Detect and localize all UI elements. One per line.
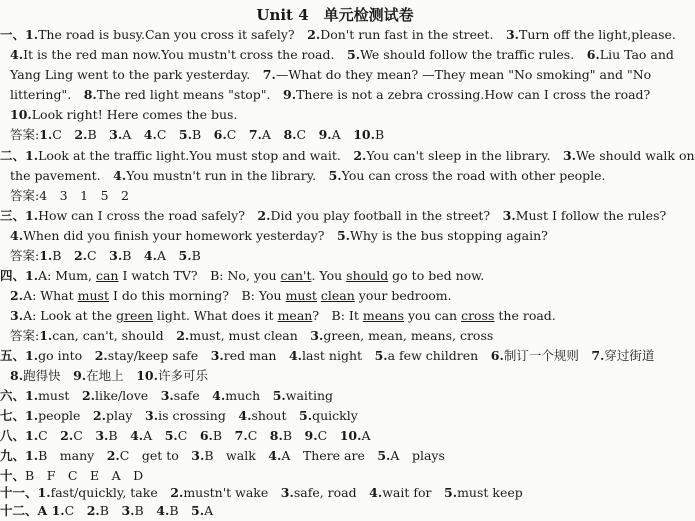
item-number: 3.: [310, 328, 324, 343]
answer: must keep: [457, 485, 523, 500]
underlined-word: can't: [280, 268, 312, 283]
answer: A: [204, 503, 214, 518]
item-number: 1.: [25, 448, 39, 463]
dialogue-text: ? B: It: [312, 308, 363, 323]
item-number: 5.: [328, 168, 342, 183]
sentence: There is not a zebra crossing.How can I cross the road?: [296, 87, 651, 102]
dialogue-text: the road.: [494, 308, 556, 323]
section-number: 九、: [0, 448, 26, 463]
item-number: 10.: [10, 107, 32, 122]
section-2-answers: [10, 188, 129, 204]
underlined-word: green: [116, 308, 153, 323]
section-7: [0, 408, 358, 424]
sentence: We should walk on: [576, 148, 695, 163]
answer: C: [247, 428, 258, 443]
dialogue-text: I watch TV? B: No, you: [118, 268, 281, 283]
section-number: 十、: [0, 468, 26, 483]
section-2-line-2: [10, 168, 606, 184]
answer: 制订一个规则: [503, 348, 579, 363]
answer: C: [73, 428, 83, 443]
item-number: 2.: [60, 428, 74, 443]
dialogue-text: A: Look at the: [23, 308, 117, 323]
section-4-line-3: [10, 308, 556, 324]
sentence: Liu Tao and: [599, 47, 674, 62]
item-number: 2.: [353, 148, 367, 163]
section-number: 十一、: [0, 485, 38, 500]
item-number: 4.: [143, 248, 157, 263]
section-number: 八、: [0, 428, 26, 443]
item-number: 1.: [25, 388, 39, 403]
item-number: 9.: [283, 87, 297, 102]
answer: B: [282, 428, 293, 443]
item-number: 6.: [199, 428, 213, 443]
item-number: 4.: [288, 348, 303, 363]
item-number: 2.: [176, 328, 190, 343]
answer: is crossing: [158, 408, 226, 423]
sentence: We should follow the traffic rules.: [360, 47, 575, 62]
item-number: 5.: [347, 47, 361, 62]
item-number: 2.: [92, 408, 106, 423]
sentence: You mustn't run in the library.: [126, 168, 317, 183]
item-number: 8.: [83, 87, 97, 102]
item-number: 1.: [39, 248, 53, 263]
item-number: 2.: [106, 448, 120, 463]
sentence: The road is busy.Can you cross it safely?: [38, 27, 295, 42]
answer-label: 答案:: [10, 328, 40, 343]
sentence: the pavement.: [10, 168, 101, 183]
item-number: 4.: [130, 428, 144, 443]
underlined-word: should: [346, 268, 389, 283]
section-12: [0, 503, 213, 519]
item-number: 1.: [39, 328, 53, 343]
underlined-word: means: [362, 308, 405, 323]
item-number: 3.: [191, 448, 205, 463]
item-number: 3.: [502, 208, 516, 223]
item-number: 7.: [262, 67, 276, 82]
sentence: It is the red man now.You mustn't cross the road.: [23, 47, 335, 62]
answer: must, must clean: [189, 328, 298, 343]
item-number: 8.: [10, 368, 24, 383]
section-1-line-1: [0, 27, 676, 43]
item-number: 2.: [94, 348, 108, 363]
item-number: 5.: [178, 127, 192, 142]
answer: waiting: [285, 388, 334, 403]
sentence: littering".: [10, 87, 72, 102]
answer: B: [191, 127, 202, 142]
answer: shout: [251, 408, 287, 423]
dialogue-text: . You: [311, 268, 347, 283]
answer: 跑得快: [23, 368, 61, 383]
answer: a few children: [387, 348, 479, 363]
answer-label: 答案:: [10, 248, 40, 263]
section-4-line-1: [0, 268, 484, 284]
answer: much: [225, 388, 261, 403]
section-1-line-4: [10, 87, 650, 103]
item-number: 3.: [505, 27, 520, 42]
answer: stay/keep safe: [107, 348, 199, 363]
item-number: 4.: [10, 47, 24, 62]
answer: C: [317, 428, 328, 443]
dialogue-text: go to bed now.: [388, 268, 485, 283]
underlined-word: can: [95, 268, 119, 283]
answer: B: [99, 503, 109, 518]
answer: A: [261, 127, 271, 142]
item-number: 6.: [586, 47, 600, 62]
item-number: 8.: [269, 428, 283, 443]
item-number: 4.: [143, 127, 157, 142]
item-number: 7.: [591, 348, 605, 363]
sentence: Must I follow the rules?: [515, 208, 667, 223]
answer: like/love: [95, 388, 149, 403]
section-3-answers: [10, 248, 201, 264]
answer: A: [143, 428, 153, 443]
sentence: Turn off the light,please.: [519, 27, 676, 42]
answer: B F C E A D: [25, 468, 144, 483]
item-number: 2.: [86, 503, 100, 518]
section-1-line-5: [10, 107, 237, 123]
section-3-line-1: [0, 208, 666, 224]
page-title: Unit 4 单元检测试卷: [256, 6, 414, 24]
section-1-line-2: [10, 47, 674, 63]
underlined-word: must: [77, 288, 109, 303]
item-number: 3.: [95, 428, 109, 443]
answer: C get to: [119, 448, 179, 463]
answer: 在地上: [86, 368, 124, 383]
answer: B: [212, 428, 223, 443]
sentence: How can I cross the road safely?: [38, 208, 245, 223]
answer: last night: [302, 348, 363, 363]
item-number: 5.: [272, 388, 286, 403]
item-number: 4.: [238, 408, 252, 423]
sentence: Look right! Here comes the bus.: [31, 107, 238, 122]
section-2-line-1: [0, 148, 695, 164]
answer: can, can't, should: [52, 328, 164, 343]
answer: C: [64, 503, 75, 518]
item-number: 1.: [39, 127, 53, 142]
section-5-line-2: [10, 368, 208, 384]
item-number: 5.: [444, 485, 458, 500]
item-number: 2.: [81, 388, 95, 403]
section-number: 十二、: [0, 503, 38, 518]
section-number: 七、: [0, 408, 26, 423]
answer: fast/quickly, take: [50, 485, 158, 500]
section-4-answers: [10, 328, 493, 344]
item-number: 1.: [25, 208, 39, 223]
answer: quickly: [312, 408, 358, 423]
item-number: 10.: [353, 127, 375, 142]
section-9: [0, 448, 445, 464]
item-number: 7.: [234, 428, 248, 443]
answer-label: 答案:: [10, 127, 40, 142]
item-number: 1.: [25, 428, 39, 443]
answer: B: [169, 503, 179, 518]
answer: 4 3 1 5 2: [39, 188, 129, 203]
item-number: 5.: [374, 348, 388, 363]
answer: A: [361, 428, 371, 443]
item-number: 5.: [164, 428, 178, 443]
answer: red man: [223, 348, 277, 363]
item-number: A 1.: [37, 503, 65, 518]
answer: C: [38, 428, 48, 443]
answer: C: [87, 248, 97, 263]
section-number: 五、: [0, 348, 26, 363]
item-number: 9.: [73, 368, 87, 383]
answer: C: [296, 127, 307, 142]
answer: A: [156, 248, 166, 263]
answer: A: [331, 127, 341, 142]
answer: C: [52, 127, 62, 142]
answer: A: [122, 127, 132, 142]
answer: people: [38, 408, 81, 423]
item-number: 6.: [490, 348, 504, 363]
answer: B: [374, 127, 385, 142]
item-number: 4.: [156, 503, 170, 518]
item-number: 4.: [268, 448, 282, 463]
dialogue-text: A: Mum,: [38, 268, 96, 283]
item-number: 6.: [213, 127, 227, 142]
answer: green, mean, means, cross: [323, 328, 494, 343]
item-number: 2.: [73, 248, 88, 263]
sentence: When did you finish your homework yesterday?: [23, 228, 325, 243]
answer: safe: [173, 388, 200, 403]
item-number: 1.: [37, 485, 51, 500]
answer: 许多可乐: [157, 368, 208, 383]
underlined-word: must: [285, 288, 317, 303]
item-number: 2.: [307, 27, 321, 42]
answer: B: [87, 127, 97, 142]
item-number: 4.: [113, 168, 127, 183]
item-number: 1.: [25, 268, 39, 283]
item-number: 1.: [25, 348, 39, 363]
item-number: 1.: [25, 408, 39, 423]
item-number: 4.: [212, 388, 226, 403]
dialogue-text: I do this morning? B: You: [108, 288, 286, 303]
dialogue-text: your bedroom.: [354, 288, 452, 303]
dialogue-text: A: What: [23, 288, 78, 303]
item-number: 9.: [318, 127, 332, 142]
underlined-word: cross: [461, 308, 495, 323]
sentence: Why is the bus stopping again?: [350, 228, 548, 243]
answer: B many: [38, 448, 95, 463]
item-number: 2.: [257, 208, 271, 223]
item-number: 8.: [283, 127, 297, 142]
sentence: The red light means "stop".: [96, 87, 271, 102]
dialogue-text: light. What does it: [152, 308, 278, 323]
sentence: Did you play football in the street?: [270, 208, 491, 223]
item-number: 3.: [210, 348, 224, 363]
answer: B: [191, 248, 201, 263]
section-number: 二、: [0, 148, 26, 163]
underlined-word: mean: [277, 308, 313, 323]
section-11: [0, 485, 523, 501]
item-number: 1.: [25, 148, 39, 163]
sentence: Don't run fast in the street.: [320, 27, 494, 42]
answer: A plays: [390, 448, 445, 463]
answer: C: [177, 428, 188, 443]
answer: safe, road: [293, 485, 357, 500]
item-number: 3.: [109, 127, 123, 142]
item-number: 5.: [178, 248, 192, 263]
underlined-word: clean: [320, 288, 355, 303]
answer: B: [108, 428, 118, 443]
answer: must: [38, 388, 70, 403]
section-6: [0, 388, 333, 404]
answer: 穿过街道: [604, 348, 655, 363]
item-number: 3.: [10, 308, 24, 323]
item-number: 3.: [121, 503, 135, 518]
section-10: [0, 468, 143, 484]
section-number: 六、: [0, 388, 26, 403]
answer: A There are: [281, 448, 365, 463]
section-number: 四、: [0, 268, 26, 283]
answer: mustn't wake: [183, 485, 269, 500]
section-3-line-2: [10, 228, 548, 244]
item-number: 9.: [304, 428, 318, 443]
item-number: 5.: [191, 503, 205, 518]
item-number: 3.: [109, 248, 123, 263]
item-number: 4.: [369, 485, 383, 500]
item-number: 3.: [160, 388, 174, 403]
dialogue-text: you can: [404, 308, 462, 323]
answer: C: [156, 127, 167, 142]
answer-label: 答案:: [10, 188, 40, 203]
item-number: 10.: [339, 428, 362, 443]
item-number: 3.: [145, 408, 159, 423]
answer: go into: [38, 348, 83, 363]
section-number: 三、: [0, 208, 26, 223]
answer: B: [122, 248, 132, 263]
item-number: 2.: [74, 127, 88, 142]
item-number: 5.: [377, 448, 391, 463]
answer: B walk: [204, 448, 256, 463]
item-number: 5.: [336, 228, 351, 243]
section-number: 一、: [0, 27, 26, 42]
item-number: 7.: [248, 127, 262, 142]
item-number: 2.: [10, 288, 24, 303]
answer: C: [226, 127, 237, 142]
answer: B: [52, 248, 62, 263]
item-number: 3.: [280, 485, 294, 500]
answer: wait for: [382, 485, 432, 500]
answer: B: [134, 503, 144, 518]
sentence: Yang Ling went to the park yesterday.: [10, 67, 251, 82]
section-1-answers: [10, 127, 384, 143]
section-5-line-1: [0, 348, 654, 364]
item-number: 3.: [562, 148, 577, 163]
item-number: 1.: [25, 27, 39, 42]
section-4-line-2: [10, 288, 452, 304]
section-1-line-3: [10, 67, 651, 83]
item-number: 4.: [10, 228, 24, 243]
item-number: 10.: [136, 368, 158, 383]
sentence: —What do they mean? —They mean "No smoking" and "No: [275, 67, 652, 82]
answer: play: [105, 408, 133, 423]
sentence: You can cross the road with other people.: [341, 168, 606, 183]
item-number: 2.: [170, 485, 184, 500]
section-8: [0, 428, 370, 444]
sentence: Look at the traffic light.You must stop and wait.: [38, 148, 341, 163]
sentence: You can't sleep in the library.: [366, 148, 551, 163]
item-number: 5.: [299, 408, 313, 423]
